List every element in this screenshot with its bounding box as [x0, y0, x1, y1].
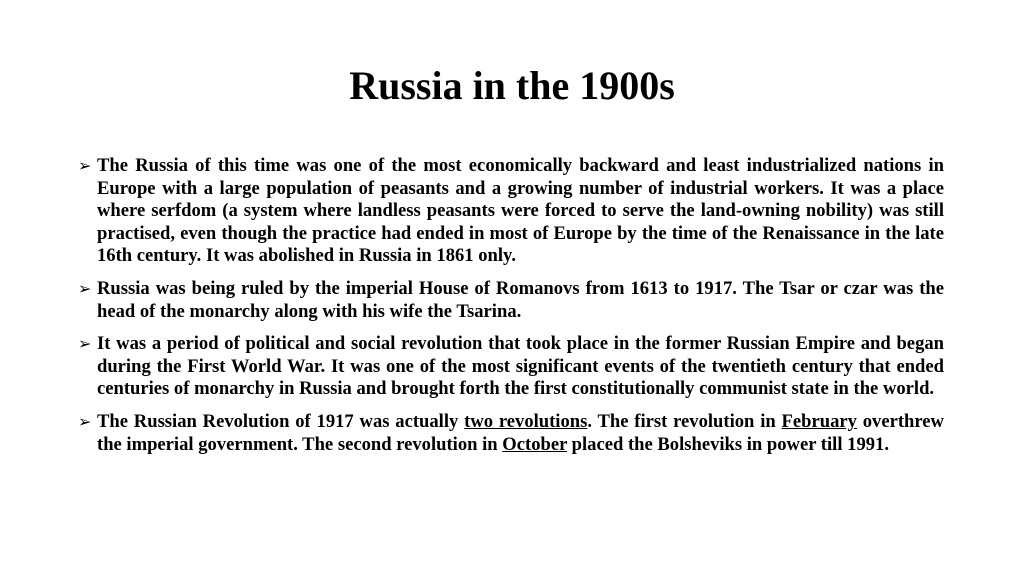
bullet-text: The Russia of this time was one of the most economically backward and least industrialized nations in Europe with a large population of peasants and a growing number of industrial workers. It was a place where serfdom (a system where landless peasants were forced to serve the land-owning nobility) was still practised, even though the practice had ended in most of Europe by the time of the Renaissance in the late 16th century. It was abolished in Russia in 1861 only.	[97, 155, 944, 267]
bullet-item	[78, 333, 944, 401]
bullet-text: It was a period of political and social revolution that took place in the former Russian Empire and began during the First World War. It was one of the most significant events of the twentieth century that ended centuries of monarchy in Russia and brought forth the first constitutionally communist state in the world.	[97, 333, 944, 400]
arrow-bullet-icon: ➢	[78, 411, 92, 431]
slide-title: Russia in the 1900s	[349, 63, 675, 108]
bullet-text	[97, 411, 944, 455]
bullet-text-part: The Russian Revolution of 1917 was actually	[97, 410, 465, 432]
arrow-bullet-icon: ➢	[78, 278, 92, 298]
bullet-item	[78, 155, 944, 268]
arrow-bullet-icon: ➢	[78, 156, 92, 175]
bullet-list	[78, 155, 944, 466]
bullet-text-part: overthrew the imperial government. The second revolution in	[97, 410, 944, 455]
october-link[interactable]: October	[502, 433, 567, 455]
bullet-item	[78, 411, 944, 456]
arrow-bullet-icon: ➢	[78, 334, 92, 354]
bullet-text-part: . The first revolution in	[587, 410, 782, 432]
february-link[interactable]: February	[781, 410, 857, 432]
bullet-text: Russia was being ruled by the imperial House of Romanovs from 1613 to 1917. The Tsar or czar was the head of the monarchy along with his wife the Tsarina.	[97, 277, 944, 322]
bullet-item	[78, 278, 944, 323]
two-revolutions-link[interactable]: two revolutions	[464, 410, 588, 432]
bullet-text-part: placed the Bolsheviks in power till 1991.	[567, 433, 889, 455]
